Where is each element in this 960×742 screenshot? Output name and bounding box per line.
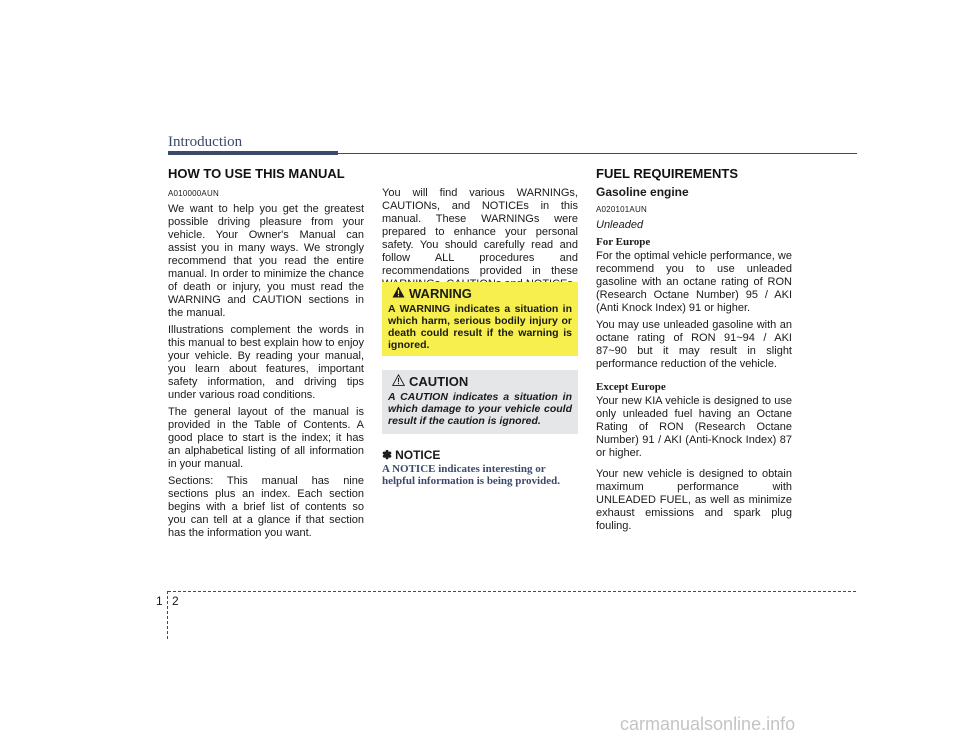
- paragraph: We want to help you get the greatest possible driving pleasure from your vehicle. Your Owner's Manual can assist you in many ways. We strongly recommend that you read the entire manual. In order to minimize the chance of death or injury, you must read the WARNING and CAUTION sections in the manual.: [168, 203, 364, 319]
- caution-triangle-icon: [392, 374, 405, 389]
- warning-triangle-icon: [392, 286, 405, 301]
- caution-text: A CAUTION indicates a situation in which damage to your vehicle could result if the caution is ignored.: [388, 391, 572, 427]
- site-watermark: carmanualsonline.info: [620, 714, 796, 734]
- subheading-gasoline: Gasoline engine: [596, 185, 689, 199]
- paragraph: You will find various WARNINGs, CAUTIONs, and NOTICEs in this manual. These WARNINGs were prepared to enhance your personal safety. You should carefully read and follow ALL procedures and recommendations provided in these: [382, 187, 578, 277]
- paragraph: You may use unleaded gasoline with an octane rating of RON 91~94 / AKI 87~90 but it may result in slight performance reduction of the vehicle.: [596, 319, 792, 370]
- header-rule-thin: [338, 153, 857, 154]
- paragraph: Your new vehicle is designed to obtain maximum performance with UNLEADED FUEL, as well as minimize exhaust emissions and spark plug fouling.: [596, 468, 792, 532]
- chapter-number: 1: [156, 594, 163, 608]
- notice-text: A NOTICE indicates interesting or helpful information is being provided.: [382, 463, 560, 487]
- caution-title: CAUTION: [409, 374, 469, 389]
- notice-heading: [382, 448, 440, 462]
- paragraph: Sections: This manual has nine sections plus an index. Each section begins with a brief list of contents so you can tell at a glance if that section has the information you want.: [168, 475, 364, 539]
- page-number: 2: [172, 594, 179, 608]
- paragraph: Your new KIA vehicle is designed to use only unleaded fuel having an Octane Rating of RON (Research Octane Number) 91 / AKI (Anti-Knock Index) 87 or higher.: [596, 395, 792, 459]
- paragraph: The general layout of the manual is provided in the Table of Contents. A good place to start is the index; it has an alphabetical listing of all information in your manual.: [168, 406, 364, 470]
- warning-box: [382, 282, 578, 356]
- warning-text: A WARNING indicates a situation in which harm, serious bodily injury or death could result if the warning is ignored.: [388, 303, 572, 351]
- section-heading-fuel: FUEL REQUIREMENTS: [596, 166, 739, 181]
- paragraph: For the optimal vehicle performance, we recommend you to use unleaded gasoline with an octane rating of RON (Research Octane Number) 95 / AKI (Anti Knock Index) 91 or higher.: [596, 250, 792, 314]
- for-europe-heading: For Europe: [596, 236, 651, 248]
- section-heading-manual: HOW TO USE THIS MANUAL: [168, 166, 345, 181]
- footer-vertical-dashed-rule: [167, 591, 168, 639]
- middle-column-intro: [382, 187, 578, 295]
- section-code: A010000AUN: [168, 189, 219, 198]
- except-europe-heading: Except Europe: [596, 381, 666, 393]
- right-column: [596, 186, 792, 537]
- unleaded-label: Unleaded: [596, 219, 644, 231]
- caution-box: [382, 370, 578, 434]
- footer-dashed-rule: [168, 591, 856, 592]
- header-rule-thick: [168, 151, 338, 155]
- notice-title: NOTICE: [395, 448, 441, 462]
- page-header-title: Introduction: [168, 134, 243, 150]
- paragraph: Illustrations complement the words in this manual to best explain how to enjoy your vehicle. By reading your manual, you learn about features, important safety information, and driving tips under various road conditions.: [168, 324, 364, 401]
- left-column: [168, 187, 364, 544]
- warning-title: WARNING: [409, 286, 472, 301]
- notice-star-icon: ✽: [382, 448, 393, 462]
- section-code: A020101AUN: [596, 205, 647, 214]
